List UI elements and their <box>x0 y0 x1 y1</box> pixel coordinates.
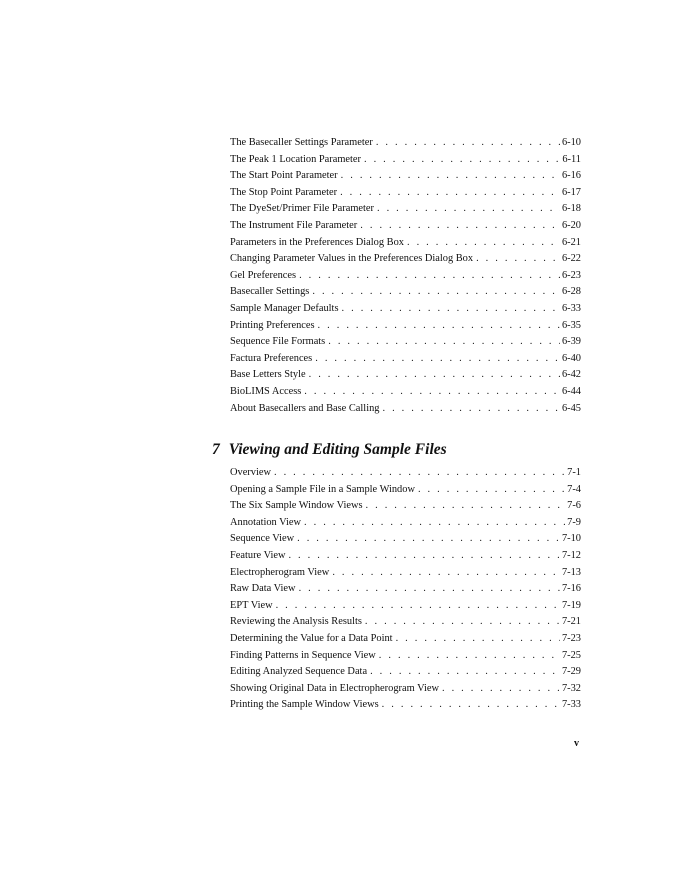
dot-leader <box>340 185 560 202</box>
dot-leader <box>364 152 560 169</box>
toc-entry[interactable] <box>230 168 581 185</box>
toc-entry-page[interactable]: 6-44 <box>561 385 581 397</box>
toc-entry[interactable] <box>230 367 581 384</box>
toc-entry-page[interactable]: 7-12 <box>561 549 581 561</box>
toc-entry-page[interactable]: 7-21 <box>561 616 581 628</box>
toc-entry[interactable] <box>230 284 581 301</box>
toc-entry-title[interactable]: Gel Preferences <box>230 268 299 285</box>
toc-entry-page[interactable]: 6-20 <box>561 219 581 231</box>
toc-entry-page[interactable]: 6-45 <box>561 402 581 414</box>
dot-leader <box>476 251 560 268</box>
dot-leader <box>276 598 560 615</box>
dot-leader <box>299 581 560 598</box>
toc-entry[interactable] <box>230 681 581 698</box>
toc-entry-page[interactable]: 7-19 <box>561 599 581 611</box>
toc-entry-page[interactable]: 7-1 <box>567 467 581 478</box>
toc-entry[interactable] <box>230 201 581 218</box>
toc-entry-title[interactable]: Reviewing the Analysis Results <box>230 614 365 631</box>
dot-leader <box>382 697 560 714</box>
toc-entry-page[interactable]: 7-33 <box>561 699 581 711</box>
toc-entry[interactable] <box>230 648 581 665</box>
toc-entry[interactable] <box>230 351 581 368</box>
toc-entry-title[interactable]: Electropherogram View <box>230 565 332 582</box>
toc-entry[interactable] <box>230 664 581 681</box>
dot-leader <box>366 498 566 515</box>
toc-entry[interactable] <box>230 401 581 418</box>
toc-entry-page[interactable]: 6-11 <box>562 153 581 165</box>
toc-entry[interactable] <box>230 235 581 252</box>
toc-entry[interactable] <box>230 581 581 598</box>
toc-entry-page[interactable]: 7-29 <box>561 666 581 678</box>
toc-entry-title[interactable]: Factura Preferences <box>230 351 315 368</box>
chapter-heading <box>212 441 447 459</box>
toc-entry-title[interactable]: The Peak 1 Location Parameter <box>230 152 364 169</box>
toc-entry-title[interactable]: The Stop Point Parameter <box>230 185 340 202</box>
toc-entry-page[interactable]: 7-9 <box>567 516 581 528</box>
toc-entry[interactable] <box>230 498 581 515</box>
toc-entry-title[interactable]: The Basecaller Settings Parameter <box>230 135 376 152</box>
toc-entry-title[interactable]: Feature View <box>230 548 288 565</box>
toc-entry-title[interactable]: Printing the Sample Window Views <box>230 697 382 714</box>
dot-leader <box>370 664 560 681</box>
toc-entry-title[interactable]: EPT View <box>230 598 276 615</box>
toc-entry[interactable] <box>230 301 581 318</box>
toc-entry-title[interactable]: BioLIMS Access <box>230 384 304 401</box>
toc-entry[interactable] <box>230 548 581 565</box>
toc-entry[interactable] <box>230 334 581 351</box>
toc-entry-page[interactable]: 7-23 <box>561 632 581 644</box>
dot-leader <box>312 284 560 301</box>
dot-leader <box>328 334 560 351</box>
dot-leader <box>442 681 560 698</box>
toc-entry-page[interactable]: 6-16 <box>561 170 581 182</box>
dot-leader <box>379 648 560 665</box>
toc-entry-title[interactable]: Opening a Sample File in a Sample Window <box>230 482 418 499</box>
toc-entry-title[interactable]: Sequence View <box>230 531 297 548</box>
toc-entry-page[interactable]: 6-17 <box>561 186 581 198</box>
toc-entry-page[interactable]: 6-39 <box>561 336 581 348</box>
dot-leader <box>360 218 560 235</box>
dot-leader <box>332 565 560 582</box>
dot-leader <box>396 631 560 648</box>
toc-entry-page[interactable]: 6-22 <box>561 253 581 265</box>
dot-leader <box>309 367 560 384</box>
toc-entry-page[interactable]: 7-16 <box>561 583 581 595</box>
page-number: v <box>574 738 579 749</box>
toc-entry[interactable] <box>230 152 581 169</box>
toc-entry-title[interactable]: The DyeSet/Primer File Parameter <box>230 201 377 218</box>
toc-entry-title[interactable]: The Six Sample Window Views <box>230 498 366 515</box>
dot-leader <box>365 614 560 631</box>
toc-section-chapter-7 <box>230 465 581 714</box>
chapter-number: 7 <box>212 441 220 458</box>
toc-entry-title[interactable]: Basecaller Settings <box>230 284 312 301</box>
toc-entry-title[interactable]: Sequence File Formats <box>230 334 328 351</box>
dot-leader <box>382 401 559 418</box>
toc-entry[interactable] <box>230 697 581 714</box>
toc-entry-title[interactable]: Base Letters Style <box>230 367 309 384</box>
dot-leader <box>274 465 565 482</box>
toc-entry-page[interactable]: 6-21 <box>561 236 581 248</box>
toc-section-chapter-6 <box>230 135 581 417</box>
toc-entry[interactable] <box>230 631 581 648</box>
dot-leader <box>407 235 560 252</box>
dot-leader <box>304 515 565 532</box>
dot-leader <box>376 135 560 152</box>
toc-entry-title[interactable]: Changing Parameter Values in the Preferences Dialog Box <box>230 251 476 268</box>
toc-entry[interactable] <box>230 531 581 548</box>
toc-entry-page[interactable]: 7-32 <box>561 682 581 694</box>
dot-leader <box>299 268 560 285</box>
toc-entry-title[interactable]: Finding Patterns in Sequence View <box>230 648 379 665</box>
toc-entry[interactable] <box>230 318 581 335</box>
toc-entry-page[interactable]: 7-6 <box>567 500 581 512</box>
dot-leader <box>377 201 560 218</box>
dot-leader <box>318 318 560 335</box>
toc-entry[interactable] <box>230 515 581 532</box>
toc-entry[interactable] <box>230 218 581 235</box>
toc-entry-page[interactable]: 6-23 <box>561 269 581 281</box>
chapter-title: Viewing and Editing Sample Files <box>228 441 447 458</box>
toc-entry-title[interactable]: The Instrument File Parameter <box>230 218 360 235</box>
toc-entry-title[interactable]: Showing Original Data in Electropherogram View <box>230 681 442 698</box>
toc-entry-page[interactable]: 7-4 <box>567 483 581 495</box>
toc-entry[interactable] <box>230 384 581 401</box>
dot-leader <box>315 351 560 368</box>
toc-entry[interactable] <box>230 598 581 615</box>
toc-entry[interactable] <box>230 565 581 582</box>
toc-entry-title[interactable]: Parameters in the Preferences Dialog Box <box>230 235 407 252</box>
toc-entry-page[interactable]: 6-40 <box>561 352 581 364</box>
toc-entry-page[interactable]: 7-10 <box>561 533 581 545</box>
toc-entry-page[interactable]: 6-18 <box>561 203 581 215</box>
toc-entry-title[interactable]: Determining the Value for a Data Point <box>230 631 396 648</box>
toc-entry-page[interactable]: 6-35 <box>561 319 581 331</box>
dot-leader <box>304 384 560 401</box>
toc-entry[interactable] <box>230 251 581 268</box>
toc-entry[interactable] <box>230 614 581 631</box>
toc-entry-title[interactable]: Sample Manager Defaults <box>230 301 342 318</box>
toc-entry-page[interactable]: 6-33 <box>561 302 581 314</box>
dot-leader <box>342 301 560 318</box>
toc-entry[interactable] <box>230 135 581 152</box>
toc-entry-page[interactable]: 7-25 <box>561 649 581 661</box>
toc-entry-page[interactable]: 6-42 <box>561 369 581 381</box>
dot-leader <box>288 548 560 565</box>
toc-entry[interactable] <box>230 482 581 499</box>
toc-entry[interactable] <box>230 465 581 482</box>
dot-leader <box>297 531 560 548</box>
dot-leader <box>418 482 565 499</box>
dot-leader <box>341 168 560 185</box>
toc-entry-title[interactable]: The Start Point Parameter <box>230 168 341 185</box>
toc-entry[interactable] <box>230 185 581 202</box>
toc-entry-title[interactable]: Editing Analyzed Sequence Data <box>230 664 370 681</box>
toc-entry-title[interactable]: Overview <box>230 465 274 482</box>
toc-entry-title[interactable]: Raw Data View <box>230 581 299 598</box>
toc-entry-title[interactable]: Annotation View <box>230 515 304 532</box>
toc-entry-title[interactable]: Printing Preferences <box>230 318 318 335</box>
toc-entry-page[interactable]: 6-28 <box>561 286 581 298</box>
toc-entry-page[interactable]: 6-10 <box>561 137 581 148</box>
toc-entry[interactable] <box>230 268 581 285</box>
toc-entry-title[interactable]: About Basecallers and Base Calling <box>230 401 382 418</box>
toc-entry-page[interactable]: 7-13 <box>561 566 581 578</box>
